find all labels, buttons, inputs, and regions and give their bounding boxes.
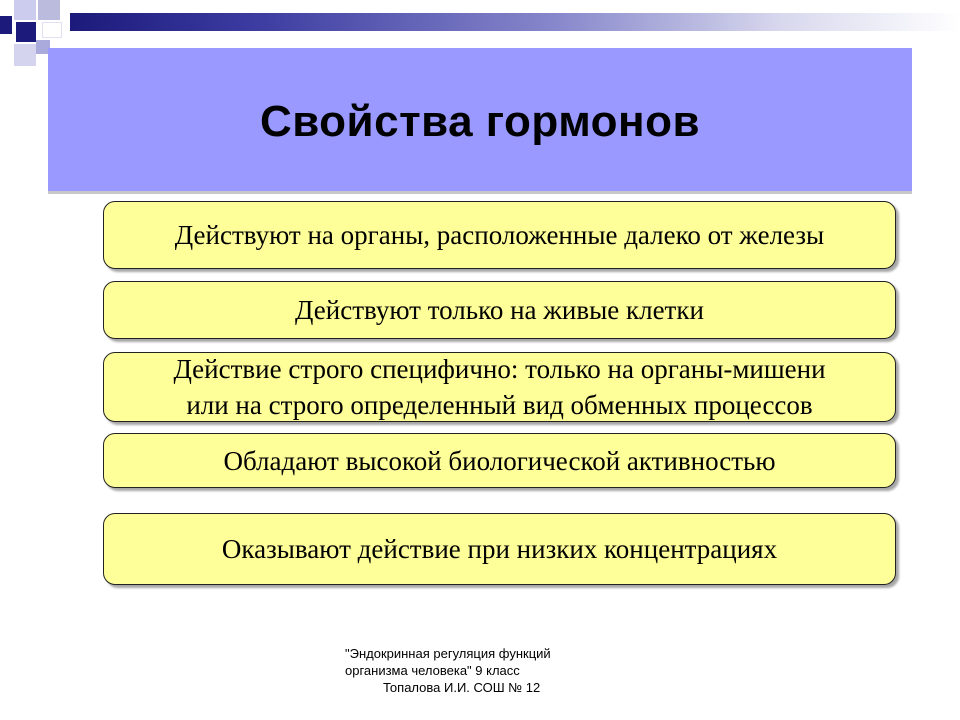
footer-line-3: Топалова И.И. СОШ № 12 bbox=[383, 680, 541, 695]
property-box-5: Оказывают действие при низких концентрациях bbox=[103, 513, 896, 585]
property-box-2: Действуют только на живые клетки bbox=[103, 281, 896, 339]
decor-square-3 bbox=[0, 16, 12, 34]
decor-square-5 bbox=[42, 22, 62, 38]
slide-title: Свойства гормонов bbox=[259, 96, 701, 146]
decor-square-4 bbox=[16, 22, 36, 42]
title-banner bbox=[48, 48, 912, 194]
property-box-1: Действуют на органы, расположенные далеко от железы bbox=[103, 201, 896, 269]
property-box-4: Обладают высокой биологической активностью bbox=[103, 433, 896, 488]
slide-footer bbox=[345, 645, 551, 696]
decor-square-2 bbox=[38, 0, 60, 20]
footer-line-1: "Эндокринная регуляция функций bbox=[345, 646, 551, 661]
footer-line-2: организма человека" 9 класс bbox=[345, 663, 520, 678]
decor-square-1 bbox=[14, 0, 36, 20]
header-gradient-bar bbox=[70, 13, 960, 31]
decor-square-6 bbox=[14, 44, 36, 66]
property-box-3: Действие строго специфично: только на органы-мишени или на строго определенный вид обменных процессов bbox=[103, 352, 896, 422]
